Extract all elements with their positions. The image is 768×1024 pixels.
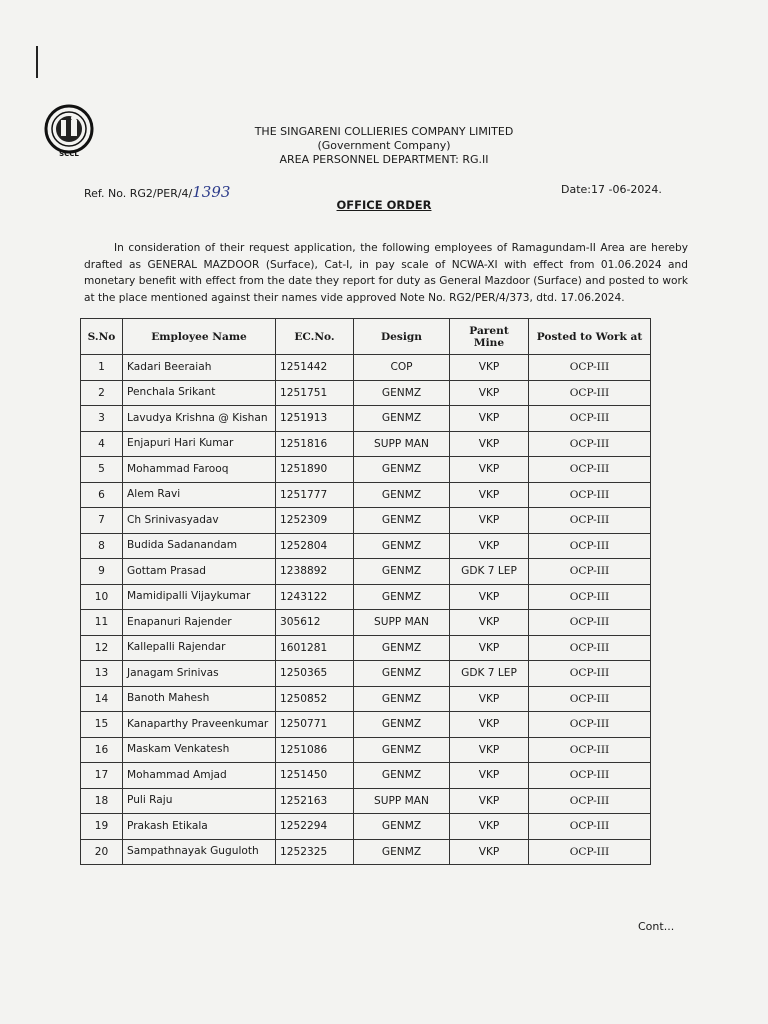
cell-ec: 1251816 xyxy=(276,431,354,457)
cell-ec: 1252325 xyxy=(276,839,354,865)
company-subtitle: (Government Company) xyxy=(317,139,451,152)
cell-sno: 4 xyxy=(81,431,123,457)
cell-design: GENMZ xyxy=(354,533,450,559)
cell-sno: 9 xyxy=(81,559,123,585)
cell-name: Maskam Venkatesh xyxy=(123,737,276,763)
cell-design: GENMZ xyxy=(354,559,450,585)
cell-sno: 16 xyxy=(81,737,123,763)
cell-ec: 1250852 xyxy=(276,686,354,712)
table-row xyxy=(81,763,651,789)
table-row xyxy=(81,406,651,432)
cell-design: GENMZ xyxy=(354,814,450,840)
cell-name: Penchala Srikant xyxy=(123,380,276,406)
cell-name: Banoth Mahesh xyxy=(123,686,276,712)
cell-ec: 305612 xyxy=(276,610,354,636)
cell-ec: 1601281 xyxy=(276,635,354,661)
table-row xyxy=(81,635,651,661)
cell-design: GENMZ xyxy=(354,737,450,763)
cell-posted: OCP-III xyxy=(529,737,651,763)
cell-posted: OCP-III xyxy=(529,763,651,789)
cell-name: Lavudya Krishna @ Kishan xyxy=(123,406,276,432)
cell-name: Kanaparthy Praveenkumar xyxy=(123,712,276,738)
cell-sno: 19 xyxy=(81,814,123,840)
cell-ec: 1250365 xyxy=(276,661,354,687)
cell-mine: VKP xyxy=(450,584,529,610)
page-title: OFFICE ORDER xyxy=(336,198,432,212)
cell-posted: OCP-III xyxy=(529,533,651,559)
cell-posted: OCP-III xyxy=(529,686,651,712)
cell-ec: 1251086 xyxy=(276,737,354,763)
table-row xyxy=(81,712,651,738)
cell-name: Janagam Srinivas xyxy=(123,661,276,687)
cell-ec: 1252309 xyxy=(276,508,354,534)
table-row xyxy=(81,737,651,763)
cell-sno: 8 xyxy=(81,533,123,559)
table-row xyxy=(81,457,651,483)
table-row xyxy=(81,355,651,381)
cell-ec: 1243122 xyxy=(276,584,354,610)
cell-sno: 15 xyxy=(81,712,123,738)
table-row xyxy=(81,814,651,840)
ref-handwritten-number: 1393 xyxy=(192,183,231,201)
cell-ec: 1252163 xyxy=(276,788,354,814)
cell-design: COP xyxy=(354,355,450,381)
cell-design: GENMZ xyxy=(354,508,450,534)
cell-name: Ch Srinivasyadav xyxy=(123,508,276,534)
cell-design: SUPP MAN xyxy=(354,431,450,457)
cell-design: SUPP MAN xyxy=(354,788,450,814)
cell-mine: VKP xyxy=(450,431,529,457)
cell-sno: 5 xyxy=(81,457,123,483)
cell-posted: OCP-III xyxy=(529,839,651,865)
cell-mine: GDK 7 LEP xyxy=(450,661,529,687)
cell-mine: VKP xyxy=(450,788,529,814)
table-row xyxy=(81,559,651,585)
cell-design: GENMZ xyxy=(354,712,450,738)
cell-design: GENMZ xyxy=(354,406,450,432)
cell-design: GENMZ xyxy=(354,839,450,865)
cell-mine: VKP xyxy=(450,737,529,763)
table-row xyxy=(81,431,651,457)
cell-name: Mamidipalli Vijaykumar xyxy=(123,584,276,610)
company-name: THE SINGARENI COLLIERIES COMPANY LIMITED xyxy=(254,125,514,138)
cell-name: Gottam Prasad xyxy=(123,559,276,585)
cell-name: Sampathnayak Guguloth xyxy=(123,839,276,865)
header-employee-name: Employee Name xyxy=(123,319,276,355)
cell-posted: OCP-III xyxy=(529,380,651,406)
cell-mine: VKP xyxy=(450,712,529,738)
table-row xyxy=(81,788,651,814)
cell-name: Alem Ravi xyxy=(123,482,276,508)
cell-sno: 3 xyxy=(81,406,123,432)
cell-design: GENMZ xyxy=(354,763,450,789)
cell-mine: VKP xyxy=(450,355,529,381)
cell-posted: OCP-III xyxy=(529,355,651,381)
cell-posted: OCP-III xyxy=(529,635,651,661)
cell-mine: VKP xyxy=(450,763,529,789)
cell-sno: 2 xyxy=(81,380,123,406)
cell-posted: OCP-III xyxy=(529,788,651,814)
cell-posted: OCP-III xyxy=(529,508,651,534)
pen-mark xyxy=(36,46,38,78)
cell-mine: VKP xyxy=(450,457,529,483)
cell-mine: VKP xyxy=(450,610,529,636)
cell-sno: 20 xyxy=(81,839,123,865)
cell-design: GENMZ xyxy=(354,635,450,661)
cell-name: Kallepalli Rajendar xyxy=(123,635,276,661)
cell-mine: GDK 7 LEP xyxy=(450,559,529,585)
table-row xyxy=(81,610,651,636)
table-row xyxy=(81,508,651,534)
cell-mine: VKP xyxy=(450,482,529,508)
cell-name: Kadari Beeraiah xyxy=(123,355,276,381)
cell-design: SUPP MAN xyxy=(354,610,450,636)
cell-ec: 1251777 xyxy=(276,482,354,508)
cell-design: GENMZ xyxy=(354,457,450,483)
cell-posted: OCP-III xyxy=(529,584,651,610)
cell-posted: OCP-III xyxy=(529,482,651,508)
cell-sno: 17 xyxy=(81,763,123,789)
cell-mine: VKP xyxy=(450,839,529,865)
cell-ec: 1251751 xyxy=(276,380,354,406)
cell-ec: 1238892 xyxy=(276,559,354,585)
cell-name: Mohammad Amjad xyxy=(123,763,276,789)
order-body-text: In consideration of their request application, the following employees of Ramagundam-II Area are hereby drafted as GENERAL MAZDOOR (Surface), Cat-I, in pay scale of NCWA-XI with effect from 01.06.2024 and monetary benefit with effect from the date they report for duty as General Mazdoor (Surface) and posted to work at the place mentioned against their names vide approved Note No. RG2/PER/4/373, dtd. 17.06.2024. xyxy=(84,242,688,304)
header-design: Design xyxy=(354,319,450,355)
cell-ec: 1251913 xyxy=(276,406,354,432)
cell-sno: 7 xyxy=(81,508,123,534)
logo-text: SCCL xyxy=(59,150,79,158)
header-ec-no: EC.No. xyxy=(276,319,354,355)
cell-sno: 14 xyxy=(81,686,123,712)
cell-sno: 1 xyxy=(81,355,123,381)
cell-design: GENMZ xyxy=(354,380,450,406)
cell-ec: 1252294 xyxy=(276,814,354,840)
cell-name: Enjapuri Hari Kumar xyxy=(123,431,276,457)
cell-sno: 12 xyxy=(81,635,123,661)
header-parent-mine: Parent Mine xyxy=(450,319,529,355)
cell-posted: OCP-III xyxy=(529,814,651,840)
cell-design: GENMZ xyxy=(354,482,450,508)
cell-ec: 1251442 xyxy=(276,355,354,381)
table-row xyxy=(81,839,651,865)
cell-sno: 10 xyxy=(81,584,123,610)
cell-design: GENMZ xyxy=(354,661,450,687)
cell-design: GENMZ xyxy=(354,584,450,610)
table-row xyxy=(81,686,651,712)
cell-design: GENMZ xyxy=(354,686,450,712)
cell-mine: VKP xyxy=(450,686,529,712)
cell-ec: 1250771 xyxy=(276,712,354,738)
cell-mine: VKP xyxy=(450,508,529,534)
table-row xyxy=(81,533,651,559)
cell-sno: 18 xyxy=(81,788,123,814)
cell-posted: OCP-III xyxy=(529,712,651,738)
table-row xyxy=(81,482,651,508)
order-date: Date:17 -06-2024. xyxy=(561,183,662,196)
header-posted-to: Posted to Work at xyxy=(529,319,651,355)
cell-name: Prakash Etikala xyxy=(123,814,276,840)
cell-posted: OCP-III xyxy=(529,610,651,636)
table-header-row xyxy=(81,319,651,355)
cell-posted: OCP-III xyxy=(529,457,651,483)
ref-prefix: Ref. No. RG2/PER/4/ xyxy=(84,187,193,200)
cell-name: Mohammad Farooq xyxy=(123,457,276,483)
cell-sno: 6 xyxy=(81,482,123,508)
cell-sno: 13 xyxy=(81,661,123,687)
cell-ec: 1251890 xyxy=(276,457,354,483)
employee-table xyxy=(80,318,651,865)
cell-mine: VKP xyxy=(450,380,529,406)
cell-name: Budida Sadanandam xyxy=(123,533,276,559)
cell-ec: 1252804 xyxy=(276,533,354,559)
cell-name: Enapanuri Rajender xyxy=(123,610,276,636)
cell-sno: 11 xyxy=(81,610,123,636)
cell-mine: VKP xyxy=(450,635,529,661)
cell-posted: OCP-III xyxy=(529,559,651,585)
department-name: AREA PERSONNEL DEPARTMENT: RG.II xyxy=(279,153,489,166)
table-row xyxy=(81,661,651,687)
cell-ec: 1251450 xyxy=(276,763,354,789)
cell-posted: OCP-III xyxy=(529,661,651,687)
cell-mine: VKP xyxy=(450,814,529,840)
cell-posted: OCP-III xyxy=(529,406,651,432)
table-row xyxy=(81,380,651,406)
cell-posted: OCP-III xyxy=(529,431,651,457)
header-sno: S.No xyxy=(81,319,123,355)
table-row xyxy=(81,584,651,610)
continued-label: Cont... xyxy=(638,920,675,933)
cell-mine: VKP xyxy=(450,406,529,432)
cell-name: Puli Raju xyxy=(123,788,276,814)
cell-mine: VKP xyxy=(450,533,529,559)
